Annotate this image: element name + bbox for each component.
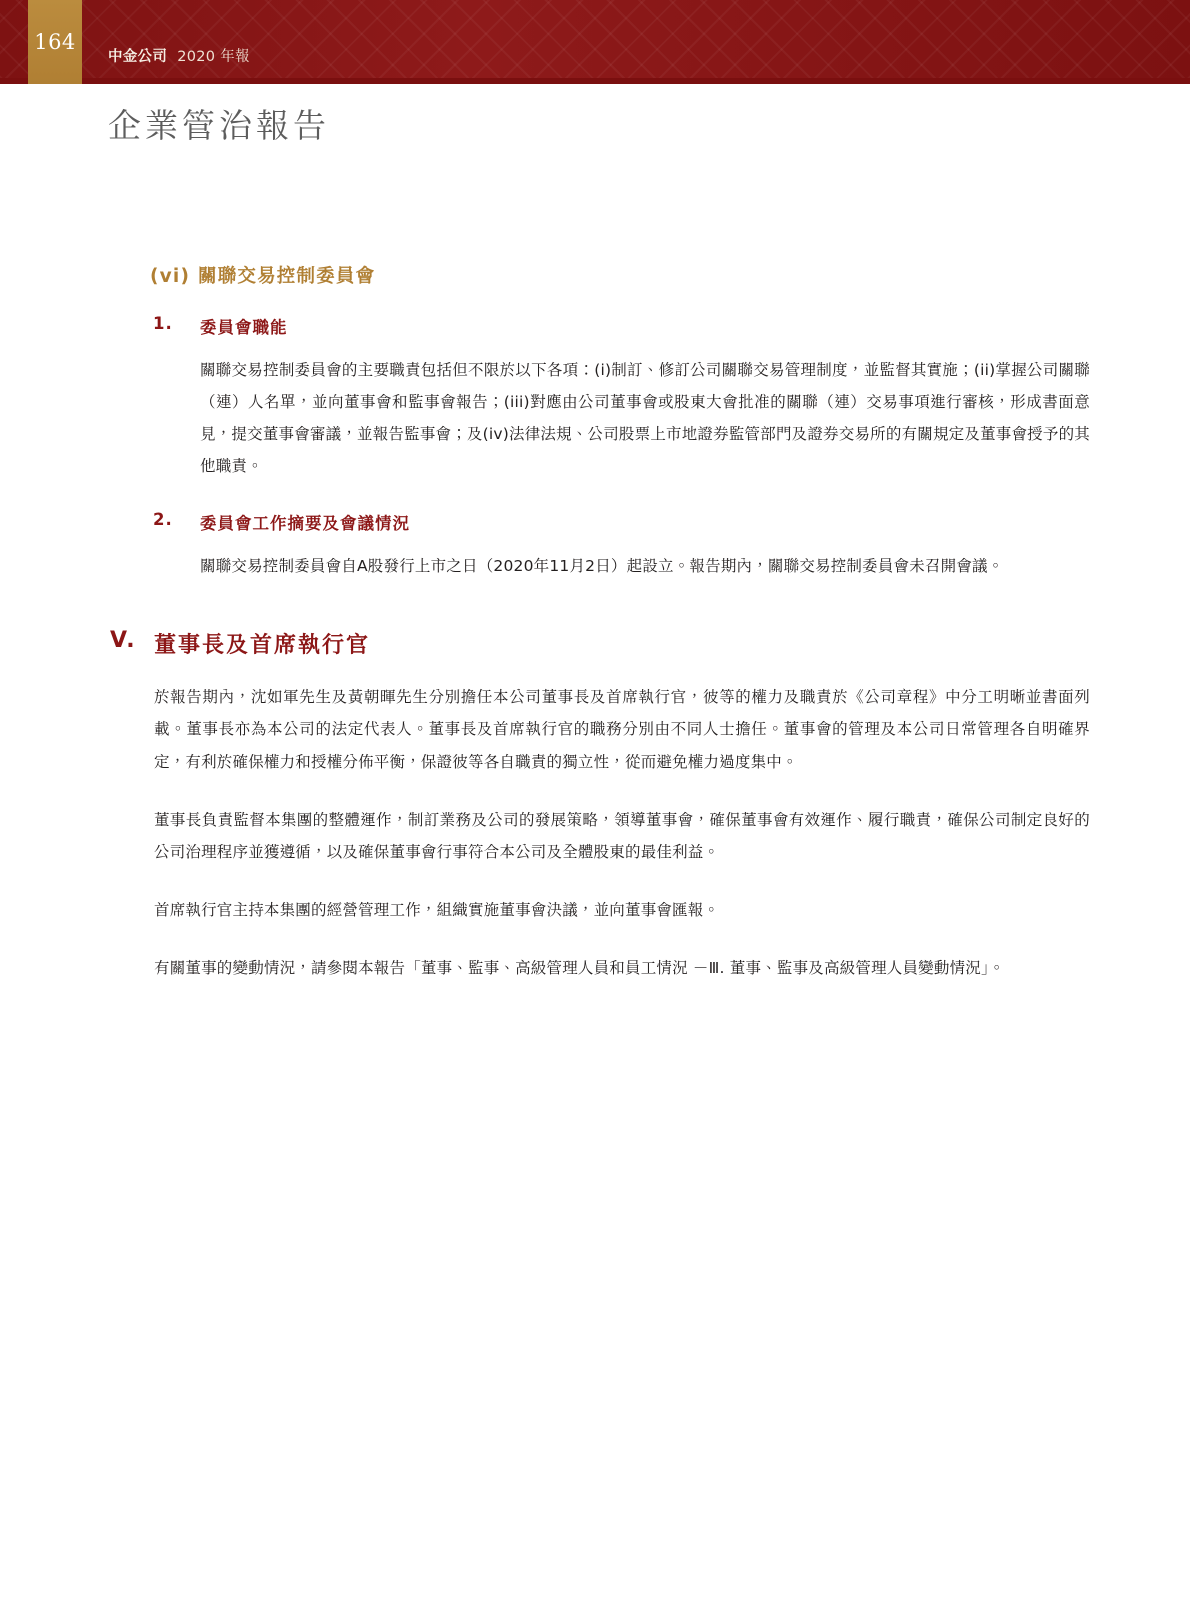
section-vi-heading xyxy=(150,262,1090,288)
page-content xyxy=(0,262,1190,984)
subsection-1-number: 1. xyxy=(153,314,173,333)
section-v-title: 董事長及首席執行官 xyxy=(154,633,371,659)
section-vi xyxy=(150,262,1090,582)
header-underline xyxy=(0,78,1190,84)
subsection-1 xyxy=(153,314,1090,482)
subsection-2-number: 2. xyxy=(153,510,173,530)
header-running-title xyxy=(108,45,250,66)
section-vi-number: (vi) xyxy=(150,266,191,287)
section-vi-title: 關聯交易控制委員會 xyxy=(198,266,376,287)
subsection-2 xyxy=(153,510,1090,582)
page-number: 164 xyxy=(34,30,76,54)
section-v-number: V. xyxy=(110,628,137,654)
header-company-name: 中金公司 xyxy=(108,49,168,65)
subsection-1-title: 委員會職能 xyxy=(200,318,288,337)
section-v-heading xyxy=(110,628,1090,659)
subsection-1-body: 關聯交易控制委員會的主要職責包括但不限於以下各項：(i)制訂、修訂公司關聯交易管理制度，並監督其實施；(ii)掌握公司關聯（連）人名單，並向董事會和監事會報告；(iii)對應由公司董事會或股東大會批准的關聯（連）交易事項進行審核，形成書面意見，提交董事會審議，並報告監事會；及(iv)法律法規、公司股票上市地證券監管部門及證券交易所的有關規定及董事會授予的其他職責。 xyxy=(200,361,1090,476)
section-v-paragraph-1: 於報告期內，沈如軍先生及黃朝暉先生分別擔任本公司董事長及首席執行官，彼等的權力及職責於《公司章程》中分工明晰並書面列載。董事長亦為本公司的法定代表人。董事長及首席執行官的職務分別由不同人士擔任。董事會的管理及本公司日常管理各自明確界定，有利於確保權力和授權分佈平衡，保證彼等各自職責的獨立性，從而避免權力過度集中。 xyxy=(154,688,1090,771)
page-number-tab xyxy=(28,0,82,84)
page-title: 企業管治報告 xyxy=(108,106,330,145)
subsection-2-body: 關聯交易控制委員會自A股發行上市之日（2020年11月2日）起設立。報告期內，關聯交易控制委員會未召開會議。 xyxy=(200,557,1004,576)
section-v-paragraph-3: 首席執行官主持本集團的經營管理工作，組織實施董事會決議，並向董事會匯報。 xyxy=(154,900,720,919)
page-header xyxy=(0,0,1190,84)
header-year-label: 2020 年報 xyxy=(177,49,250,65)
header-background-pattern xyxy=(0,0,1190,78)
section-v xyxy=(110,628,1090,984)
subsection-2-title: 委員會工作摘要及會議情況 xyxy=(200,514,410,534)
section-v-paragraph-2: 董事長負責監督本集團的整體運作，制訂業務及公司的發展策略，領導董事會，確保董事會有效運作、履行職責，確保公司制定良好的公司治理程序並獲遵循，以及確保董事會行事符合本公司及全體股東的最佳利益。 xyxy=(154,810,1090,861)
subsection-2-heading xyxy=(153,510,1090,534)
section-v-paragraph-4: 有關董事的變動情況，請參閱本報告「董事、監事、高級管理人員和員工情況 －Ⅲ. 董事、監事及高級管理人員變動情況」。 xyxy=(154,958,1005,977)
subsection-1-heading xyxy=(153,314,1090,338)
